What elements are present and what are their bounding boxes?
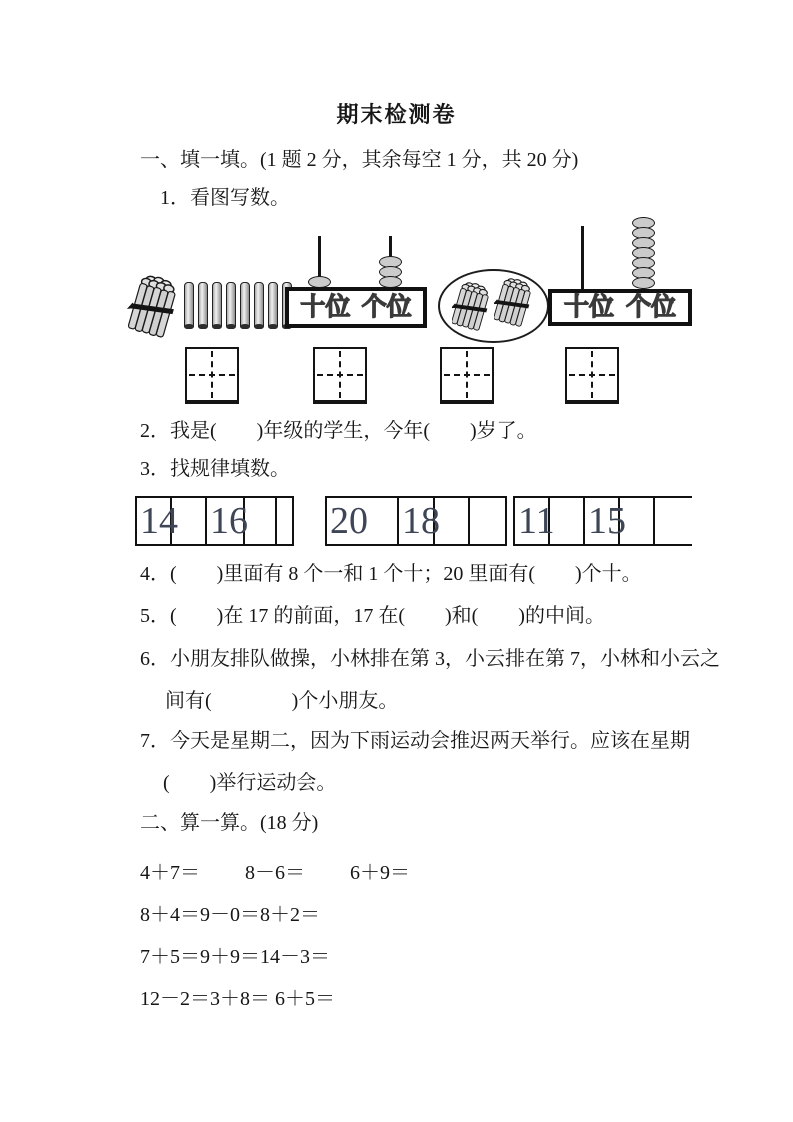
question-6-text-line1: 6．小朋友排队做操，小林排在第 3，小云排在第 7，小林和小云之	[140, 648, 720, 670]
tens-label: 十位	[563, 294, 614, 321]
stick-bundle-icon	[494, 276, 532, 328]
tens-label: 十位	[300, 294, 351, 321]
sequence-cell: 14	[137, 498, 172, 544]
calculation-row: 4＋7＝ 8－6＝ 6＋9＝	[140, 862, 410, 884]
single-stick-icon	[226, 282, 236, 329]
place-value-chart	[285, 287, 427, 328]
question-3-label: 3．找规律填数。	[140, 458, 290, 480]
number-sequence-table	[325, 496, 507, 546]
sequence-cell	[172, 498, 207, 544]
ones-label: 个位	[625, 294, 676, 321]
question-2-text: 2．我是( )年级的学生，今年( )岁了。	[140, 420, 537, 442]
sequence-cell	[655, 498, 692, 544]
sequence-cell	[620, 498, 655, 544]
calculation-row: 12－2＝3＋8＝ 6＋5＝	[140, 988, 335, 1010]
sequence-cell: 16	[207, 498, 245, 544]
answer-grid-box	[440, 347, 494, 404]
abacus-bead	[632, 277, 655, 289]
abacus-bead-column-ones	[379, 256, 402, 288]
sequence-cell: 11	[515, 498, 550, 544]
question-4-text: 4．( )里面有 8 个一和 1 个十；20 里面有( )个十。	[140, 563, 642, 585]
page-title: 期末检测卷	[336, 102, 457, 127]
number-sequence-table	[513, 496, 692, 546]
answer-grid-box	[185, 347, 239, 404]
single-stick-icon	[212, 282, 222, 329]
sequence-cell	[245, 498, 277, 544]
sequence-cell	[435, 498, 470, 544]
question-1-label: 1．看图写数。	[160, 187, 290, 209]
abacus-rod	[581, 226, 584, 290]
single-sticks-group	[184, 282, 292, 329]
sequence-cell: 18	[399, 498, 435, 544]
sequence-cell	[550, 498, 585, 544]
section-one-heading: 一、填一填。(1 题 2 分，其余每空 1 分，共 20 分)	[140, 149, 579, 171]
question-5-text: 5．( )在 17 的前面，17 在( )和( )的中间。	[140, 605, 605, 627]
sequence-cell: 20	[327, 498, 399, 544]
sequence-cell	[470, 498, 505, 544]
sequence-cell	[277, 498, 292, 544]
calculation-row: 7＋5＝9＋9＝14－3＝	[140, 946, 330, 968]
question-7-text-line2: ( )举行运动会。	[163, 772, 337, 794]
calculation-row: 8＋4＝9－0＝8＋2＝	[140, 904, 320, 926]
single-stick-icon	[198, 282, 208, 329]
single-stick-icon	[268, 282, 278, 329]
abacus-bead-column-ones	[632, 217, 655, 289]
stick-bundle-icon	[127, 274, 179, 338]
sequence-cell: 15	[585, 498, 620, 544]
section-two-heading: 二、算一算。(18 分)	[140, 812, 319, 834]
question-7-text-line1: 7．今天是星期二，因为下雨运动会推迟两天举行。应该在星期	[140, 730, 690, 752]
place-value-chart	[548, 289, 692, 326]
answer-grid-box	[565, 347, 619, 404]
question-6-text-line2: 间有( )个小朋友。	[165, 690, 399, 712]
ones-label: 个位	[361, 294, 412, 321]
stick-bundle-icon	[452, 280, 490, 332]
answer-grid-box	[313, 347, 367, 404]
single-stick-icon	[240, 282, 250, 329]
single-stick-icon	[254, 282, 264, 329]
single-stick-icon	[184, 282, 194, 329]
number-sequence-table	[135, 496, 294, 546]
